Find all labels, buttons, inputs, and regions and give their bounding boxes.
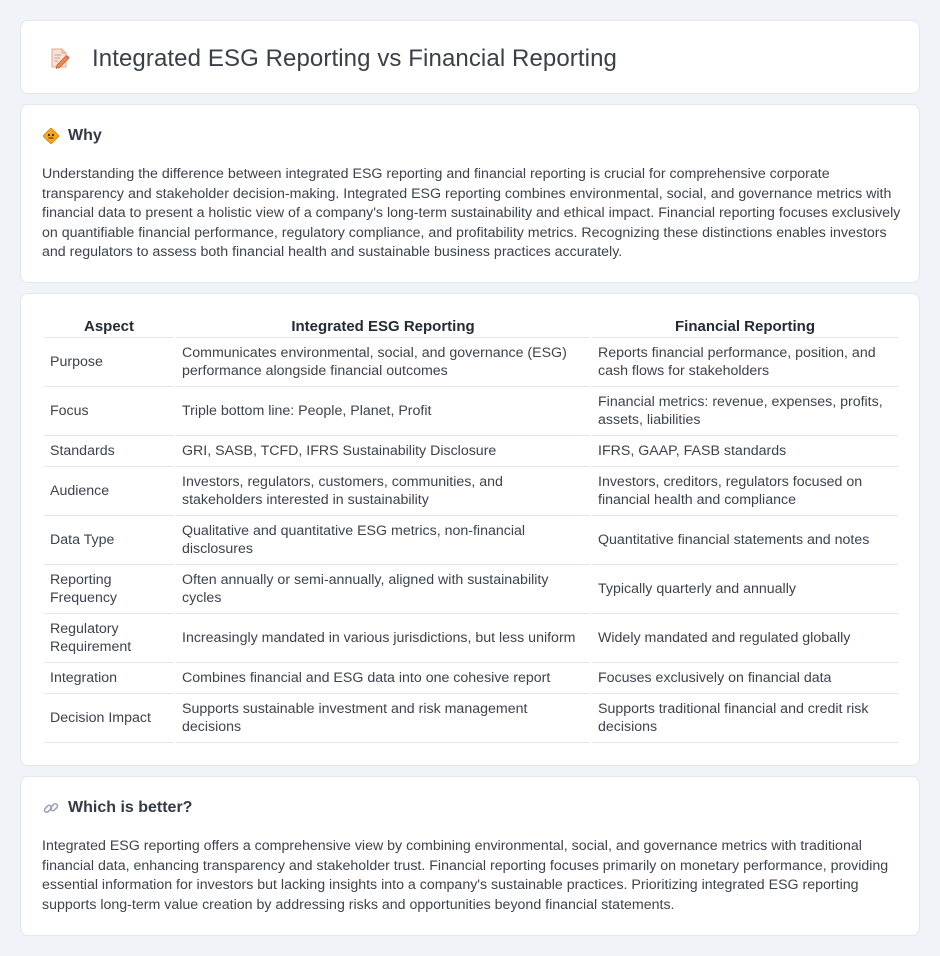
aspect-cell: Decision Impact — [44, 694, 174, 743]
table-row — [44, 436, 898, 467]
table-row — [44, 565, 898, 614]
aspect-cell: Regulatory Requirement — [44, 614, 174, 663]
why-heading-row — [42, 127, 102, 145]
financial-cell: Reports financial performance, position, and cash flows for stakeholders — [592, 338, 898, 387]
financial-cell: Widely mandated and regulated globally — [592, 614, 898, 663]
better-heading-row — [42, 799, 192, 817]
table-row — [44, 516, 898, 565]
financial-cell: Supports traditional financial and credit risk decisions — [592, 694, 898, 743]
esg-cell: Combines financial and ESG data into one cohesive report — [176, 663, 590, 694]
comparison-table — [42, 316, 900, 743]
comparison-table-card — [20, 293, 920, 766]
table-row — [44, 614, 898, 663]
aspect-cell: Data Type — [44, 516, 174, 565]
better-text: Integrated ESG reporting offers a comprehensive view by combining environmental, social, and governance metrics with traditional financial data, enhancing transparency and stakeholder trust. Financial reporting focuses primarily on monetary performance, providing essential information for investors but lacking insights into a company's sustainable practices. Prioritizing integrated ESG reporting supports long-term value creation by addressing risks and opportunities beyond financial statements. — [42, 838, 889, 913]
column-header-esg: Integrated ESG Reporting — [176, 316, 590, 338]
which-is-better-section — [20, 776, 920, 936]
page-title: Integrated ESG Reporting vs Financial Reporting — [92, 45, 617, 72]
column-header-aspect: Aspect — [44, 316, 174, 338]
memo-pencil-icon — [47, 46, 71, 70]
why-heading: Why — [68, 127, 102, 144]
esg-cell: Increasingly mandated in various jurisdictions, but less uniform — [176, 614, 590, 663]
aspect-cell: Audience — [44, 467, 174, 516]
aspect-cell: Integration — [44, 663, 174, 694]
esg-cell: Supports sustainable investment and risk management decisions — [176, 694, 590, 743]
financial-cell: IFRS, GAAP, FASB standards — [592, 436, 898, 467]
why-section — [20, 104, 920, 283]
aspect-cell: Focus — [44, 387, 174, 436]
esg-cell: Communicates environmental, social, and governance (ESG) performance alongside financial outcomes — [176, 338, 590, 387]
table-row — [44, 694, 898, 743]
title-card — [20, 20, 920, 94]
table-header-row — [44, 316, 898, 338]
financial-cell: Focuses exclusively on financial data — [592, 663, 898, 694]
financial-cell: Investors, creditors, regulators focused on financial health and compliance — [592, 467, 898, 516]
link-icon — [42, 799, 60, 817]
esg-cell: Qualitative and quantitative ESG metrics, non-financial disclosures — [176, 516, 590, 565]
better-heading: Which is better? — [68, 799, 193, 816]
financial-cell: Quantitative financial statements and notes — [592, 516, 898, 565]
diamond-sign-icon — [42, 127, 60, 145]
why-text: Understanding the difference between integrated ESG reporting and financial reporting is crucial for comprehensive corporate transparency and stakeholder decision-making. Integrated ESG reporting combines environmental, social, and governance metrics with financial data to present a holistic view of a company's long-term sustainability and ethical impact. Financial reporting focuses exclusively on quantifiable financial performance, regulatory compliance, and profitability metrics. Recognizing these distinctions enables investors and regulators to assess both financial health and sustainable business practices accurately. — [42, 166, 901, 261]
table-row — [44, 387, 898, 436]
column-header-financial: Financial Reporting — [592, 316, 898, 338]
financial-cell: Typically quarterly and annually — [592, 565, 898, 614]
financial-cell: Financial metrics: revenue, expenses, profits, assets, liabilities — [592, 387, 898, 436]
esg-cell: Investors, regulators, customers, communities, and stakeholders interested in sustainability — [176, 467, 590, 516]
table-row — [44, 338, 898, 387]
esg-cell: Triple bottom line: People, Planet, Profit — [176, 387, 590, 436]
aspect-cell: Reporting Frequency — [44, 565, 174, 614]
esg-cell: Often annually or semi-annually, aligned with sustainability cycles — [176, 565, 590, 614]
table-row — [44, 467, 898, 516]
aspect-cell: Standards — [44, 436, 174, 467]
table-row — [44, 663, 898, 694]
aspect-cell: Purpose — [44, 338, 174, 387]
esg-cell: GRI, SASB, TCFD, IFRS Sustainability Disclosure — [176, 436, 590, 467]
